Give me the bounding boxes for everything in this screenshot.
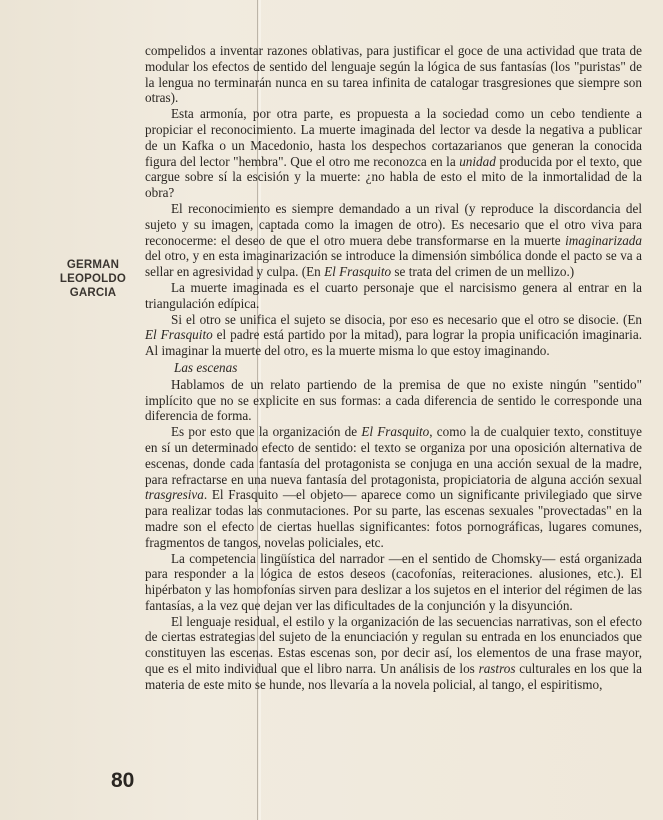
book-title: El Frasquito xyxy=(361,424,430,440)
paragraph-text: La muerte imaginada es el cuarto personaje que el narcisismo genera al entrar en la triangulación edípica. xyxy=(145,279,642,311)
emphasis: trasgresiva xyxy=(145,487,204,503)
running-head-author xyxy=(56,258,130,300)
paragraph-text: del otro, y en esta imaginarización se introduce la dimensión simbólica donde el pacto se va a sellar en agresividad y culpa. (En xyxy=(145,248,642,280)
emphasis: imaginarizada xyxy=(565,232,642,248)
paragraph-text: El reconocimiento es siempre demandado a un rival (y reproduce la discordancia del sujeto y su imagen, captada como la imagen de otro). Es necesario que el otro viva para reconocerme: el deseo de que el otro muera debe transformarse en la muerte xyxy=(145,200,642,248)
paragraph xyxy=(145,43,642,106)
paragraph xyxy=(145,201,642,280)
author-line: GERMAN xyxy=(66,259,120,271)
body-text xyxy=(145,43,642,693)
section-heading: Las escenas xyxy=(174,359,238,375)
paragraph-text: producida por el texto, que cargue sobre sí la escisión y la muerte: ¿no habla de esto el mito de la inmortalidad de la obra? xyxy=(145,153,642,201)
paragraph xyxy=(145,377,642,424)
paragraph-text: . El Frasquito —el objeto— aparece como un significante privilegiado que sirve para realizar todas las conmutaciones. Por su parte, las escenas sexuales "provectadas" en la madre son el efecto de ciertas huellas significantes: fotos pornográficas, lugares comunes, fragmentos de tangos, novelas policiales, etc. xyxy=(145,487,642,550)
paragraph-text: compelidos a inventar razones oblativas, para justificar el goce de una actividad que trata de modular los efectos de sentido del lenguaje según la lógica de sus fantasías (los "puristas" de la lengua no terminarán nunca en su tarea infinita de catalogar trasgresiones que siempre son otras). xyxy=(145,43,642,106)
author-line: LEOPOLDO xyxy=(59,273,127,285)
paragraph-text: se trata del crimen de un mellizo.) xyxy=(391,264,575,280)
paragraph xyxy=(145,312,642,359)
paragraph-text: , como la de cualquier texto, constituye en sí un determinado efecto de sentido: el texto se organiza por una oposición alternativa de escenas, donde cada fantasía del protagonista se conjuga en una acción sexual de la madre, para refractarse en una nueva fantasía del protagonista, propiciatoria de alguna acción sexual xyxy=(145,424,642,487)
book-title: El Frasquito xyxy=(145,327,213,343)
page-number: 80 xyxy=(111,769,135,792)
paragraph-text: el padre está partido por la mitad), para lograr la propia unificación imaginaria. Al imaginar la muerte del otro, es la muerte misma lo que estoy imaginando. xyxy=(145,327,642,359)
author-line: GARCIA xyxy=(69,287,117,299)
book-title: El Frasquito xyxy=(324,264,392,280)
paragraph-text: Hablamos de un relato partiendo de la premisa de que no existe ningún "sentido" implícito que no se explicite en sus formas: a cada diferencia de sentido le corresponde una diferencia de forma. xyxy=(145,376,642,424)
paragraph-text: La competencia lingüística del narrador —en el sentido de Chomsky— está organizada para responder a la lógica de estos deseos (cacofonías, reiteraciones. alusiones, etc.). El hipérbaton y las homofonías sirven para deslizar a los sujetos en el interior del régimen de las fantasías, a la vez que dejan ver las dificultades de la conjunción y la disyunción. xyxy=(145,550,642,613)
paragraph xyxy=(145,424,642,550)
paragraph-text: Si el otro se unifica el sujeto se disocia, por eso es necesario que el otro se disocie. (En xyxy=(171,311,642,327)
paragraph xyxy=(145,614,642,693)
paragraph-text: Esta armonía, por otra parte, es propuesta a la sociedad como un cebo tendiente a propiciar el reconocimiento. La muerte imaginada del lector va desde la negativa a publicar de un Kafka o un Macedonio, hasta los despechos cortazarianos que generan la conocida figura del lector "hembra". Que el otro me reconozca en la xyxy=(145,106,642,169)
paragraph xyxy=(145,280,642,312)
emphasis: rastros xyxy=(478,661,516,677)
paragraph-text: Es por esto que la organización de xyxy=(171,424,362,440)
paragraph xyxy=(145,551,642,614)
emphasis: unidad xyxy=(459,153,496,169)
paragraph-text: culturales en los que la materia de este mito se hunde, nos llevaría a la novela policial, al tango, el espiritismo, xyxy=(145,661,642,692)
paragraph-text: El lenguaje residual, el estilo y la organización de las secuencias narrativas, son el efecto de ciertas estrategias del sujeto de la enunciación y regulan su entrada en los enunciados que constituyen las escenas. Estas escenas son, por decir así, los elementos de una frase mayor, que es el mito individual que el libro narra. Un análisis de los xyxy=(145,613,642,677)
paragraph xyxy=(145,106,642,201)
